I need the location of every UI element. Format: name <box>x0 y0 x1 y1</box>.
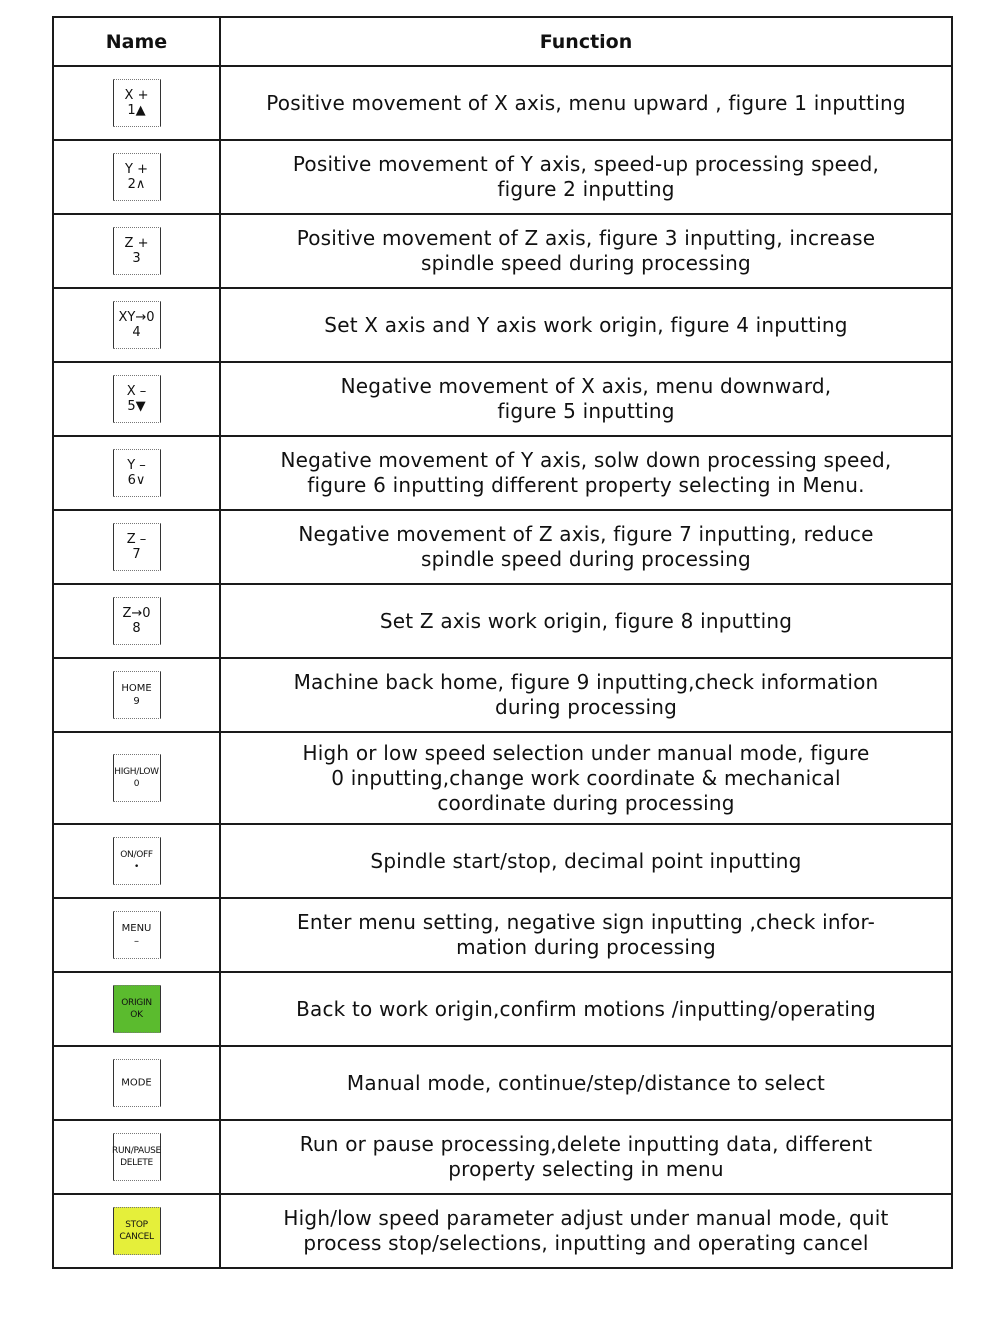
table-header-row <box>53 17 952 66</box>
table-row <box>53 732 952 824</box>
key-cell <box>53 824 220 898</box>
key-label-line-1: X – <box>126 384 147 399</box>
key-label-line-1: Y + <box>125 162 148 177</box>
key-label-line-2: 5▼ <box>127 399 146 414</box>
run-pause-delete-key <box>113 1133 161 1181</box>
key-label-line-1: Y – <box>127 458 146 473</box>
x-plus-key <box>113 79 161 127</box>
key-cell <box>53 732 220 824</box>
function-cell: Spindle start/stop, decimal point inputting <box>220 824 952 898</box>
function-cell: Enter menu setting, negative sign inputting ,check infor- mation during processing <box>220 898 952 972</box>
table-row <box>53 658 952 732</box>
function-cell: Negative movement of X axis, menu downward, figure 5 inputting <box>220 362 952 436</box>
home-key <box>113 671 161 719</box>
key-label-line-2: DELETE <box>120 1158 153 1168</box>
key-label-line-1: ON/OFF <box>120 850 153 860</box>
key-label-line-2: – <box>134 936 139 947</box>
key-cell <box>53 140 220 214</box>
key-label-line-2: 2∧ <box>127 177 146 192</box>
key-label-line-2: 8 <box>132 621 141 636</box>
key-cell <box>53 362 220 436</box>
z-minus-key <box>113 523 161 571</box>
function-cell: Back to work origin,confirm motions /inputting/operating <box>220 972 952 1046</box>
key-cell <box>53 1120 220 1194</box>
key-cell <box>53 288 220 362</box>
key-label-line-1: Z – <box>126 532 147 547</box>
key-label-line-1: ORIGIN <box>121 998 152 1008</box>
key-label-line-2: • <box>133 862 139 872</box>
key-label-line-1: X + <box>124 88 149 103</box>
table-row <box>53 584 952 658</box>
key-label-line-1: MENU <box>121 923 152 934</box>
key-label-line-1: HOME <box>121 683 152 694</box>
y-plus-key <box>113 153 161 201</box>
key-label-line-2: 7 <box>132 547 141 562</box>
name-column-header: Name <box>53 17 220 66</box>
key-label-line-2: 1▲ <box>127 103 146 118</box>
table-row <box>53 1120 952 1194</box>
key-label-line-2: 9 <box>133 696 140 707</box>
function-cell: High/low speed parameter adjust under manual mode, quit process stop/selections, inputting and operating cancel <box>220 1194 952 1268</box>
z-zero-key <box>113 597 161 645</box>
function-cell: Set X axis and Y axis work origin, figure 4 inputting <box>220 288 952 362</box>
key-label-line-1: STOP <box>125 1220 148 1230</box>
key-label-line-1: MODE <box>121 1077 152 1089</box>
table-row <box>53 1194 952 1268</box>
y-minus-key <box>113 449 161 497</box>
key-label-line-2: 0 <box>133 779 140 789</box>
mode-key <box>113 1059 161 1107</box>
key-label-line-1: HIGH/LOW <box>114 767 159 777</box>
function-column-header: Function <box>220 17 952 66</box>
key-label-line-2: CANCEL <box>119 1232 154 1242</box>
function-cell: Positive movement of X axis, menu upward , figure 1 inputting <box>220 66 952 140</box>
on-off-key <box>113 837 161 885</box>
function-cell: Run or pause processing,delete inputting data, different property selecting in menu <box>220 1120 952 1194</box>
origin-ok-key <box>113 985 161 1033</box>
key-cell <box>53 1046 220 1120</box>
high-low-key <box>113 754 161 802</box>
z-plus-key <box>113 227 161 275</box>
function-cell: Machine back home, figure 9 inputting,check information during processing <box>220 658 952 732</box>
function-cell: Positive movement of Y axis, speed-up processing speed, figure 2 inputting <box>220 140 952 214</box>
key-cell <box>53 898 220 972</box>
function-cell: Negative movement of Y axis, solw down processing speed, figure 6 inputting different property selecting in Menu. <box>220 436 952 510</box>
key-cell <box>53 584 220 658</box>
key-label-line-2: 3 <box>132 251 141 266</box>
key-cell <box>53 214 220 288</box>
key-cell <box>53 658 220 732</box>
function-cell: Positive movement of Z axis, figure 3 inputting, increase spindle speed during processing <box>220 214 952 288</box>
table-row <box>53 66 952 140</box>
function-cell: Negative movement of Z axis, figure 7 inputting, reduce spindle speed during processing <box>220 510 952 584</box>
key-cell <box>53 972 220 1046</box>
table-row <box>53 288 952 362</box>
table-row <box>53 1046 952 1120</box>
key-label-line-2: 4 <box>132 325 141 340</box>
key-cell <box>53 66 220 140</box>
key-cell <box>53 436 220 510</box>
xy-zero-key <box>113 301 161 349</box>
table-row <box>53 140 952 214</box>
function-cell: High or low speed selection under manual mode, figure 0 inputting,change work coordinate & mechanical coordinate during processing <box>220 732 952 824</box>
table-row <box>53 436 952 510</box>
key-label-line-1: RUN/PAUSE <box>112 1146 161 1156</box>
stop-cancel-key <box>113 1207 161 1255</box>
key-cell <box>53 1194 220 1268</box>
key-label-line-2: 6∨ <box>127 473 146 488</box>
function-cell: Manual mode, continue/step/distance to select <box>220 1046 952 1120</box>
table-row <box>53 362 952 436</box>
table-row <box>53 510 952 584</box>
function-cell: Set Z axis work origin, figure 8 inputting <box>220 584 952 658</box>
key-label-line-2: OK <box>130 1010 143 1020</box>
table-row <box>53 214 952 288</box>
key-label-line-1: Z + <box>124 236 149 251</box>
key-label-line-1: Z→0 <box>122 606 151 621</box>
menu-key <box>113 911 161 959</box>
key-function-table <box>52 16 953 1269</box>
table-row <box>53 824 952 898</box>
x-minus-key <box>113 375 161 423</box>
key-label-line-1: XY→0 <box>118 310 155 325</box>
table-row <box>53 898 952 972</box>
key-cell <box>53 510 220 584</box>
table-row <box>53 972 952 1046</box>
